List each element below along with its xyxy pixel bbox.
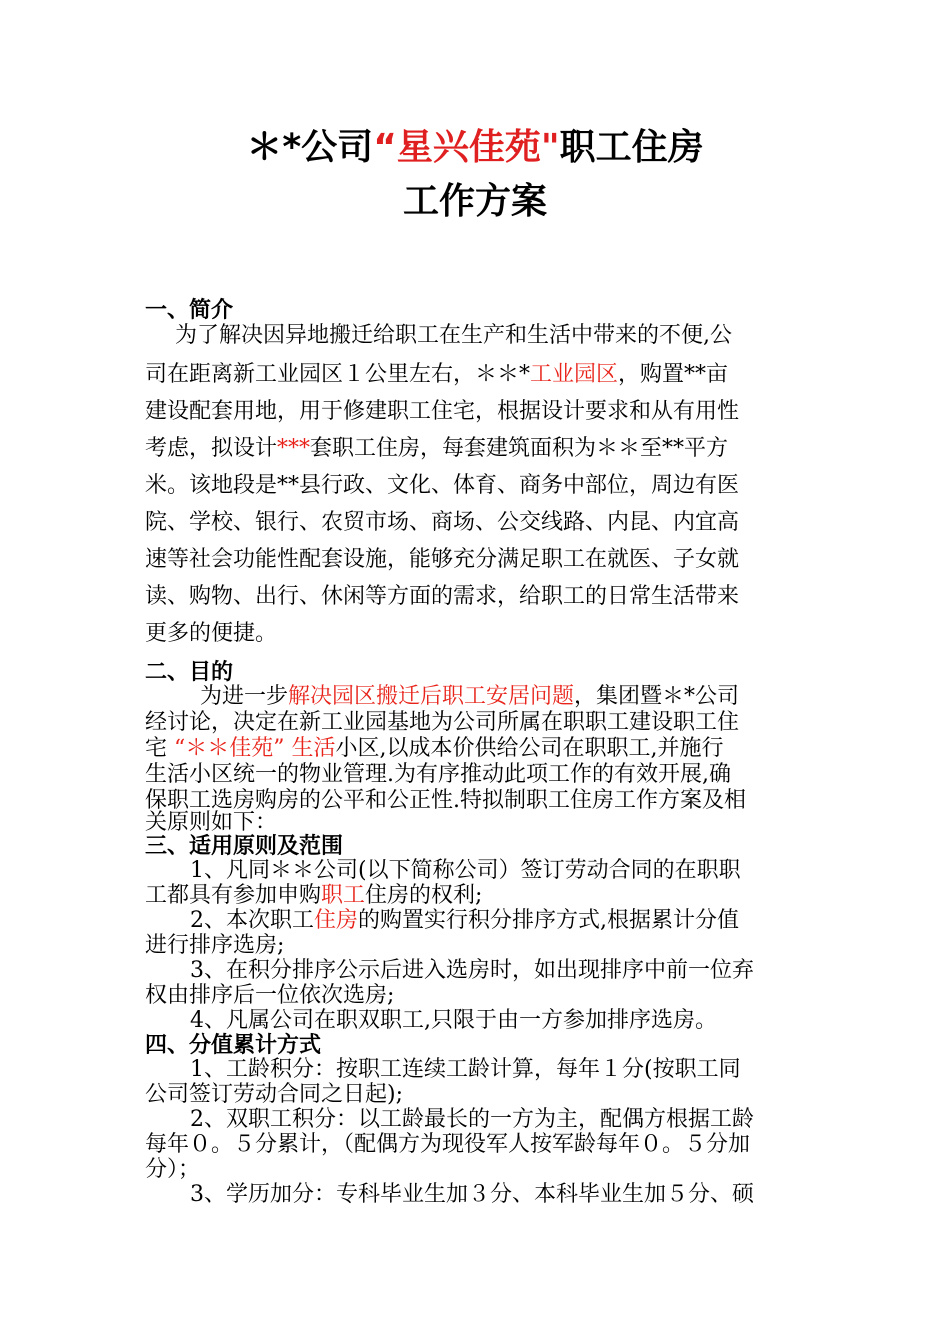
paragraph-line: 院、学校、银行、农贸市场、商场、公交线路、内昆、内宜高 <box>145 510 740 535</box>
paragraph-line: 2、本次职工住房的购置实行积分排序方式,根据累计分值 <box>190 908 740 933</box>
document-title-line1 <box>0 126 950 169</box>
paragraph-line: 关原则如下： <box>145 810 278 835</box>
paragraph-line: 权由排序后一位依次选房; <box>145 983 395 1008</box>
paragraph-line: 经讨论，决定在新工业园基地为公司所属在职职工建设职工住 <box>145 710 740 735</box>
paragraph-line: 4、凡属公司在职双职工,只限于由一方参加排序选房。 <box>190 1008 717 1033</box>
section-heading-scoring: 四、分值累计方式 <box>145 1033 322 1058</box>
paragraph-line: 公司签订劳动合同之日起); <box>145 1082 403 1107</box>
paragraph-line: 生活小区统一的物业管理.为有序推动此项工作的有效开展,确 <box>145 762 731 787</box>
section-heading-intro: 一、简介 <box>145 298 234 323</box>
paragraph-line: 宅 “＊＊佳苑” 生活小区,以成本价供给公司在职职工,并施行 <box>145 736 724 761</box>
highlight-text: 工业园区 <box>530 362 619 387</box>
title-project-name: “星兴佳苑" <box>373 127 560 168</box>
paragraph-line: 更多的便捷。 <box>145 621 278 646</box>
section-heading-scope: 三、适用原则及范围 <box>145 834 344 859</box>
paragraph-line: 每年０。５分累计，（配偶方为现役军人按军龄每年０。５分加 <box>145 1132 751 1157</box>
highlight-text: “＊＊佳苑” 生活 <box>174 736 336 761</box>
paragraph-line: 读、购物、出行、休闲等方面的需求，给职工的日常生活带来 <box>145 584 740 609</box>
paragraph-line: 3、在积分排序公示后进入选房时，如出现排序中前一位弃 <box>190 958 754 983</box>
paragraph-line: 进行排序选房; <box>145 933 285 958</box>
paragraph-line: 司在距离新工业园区１公里左右，＊＊*工业园区，购置**亩 <box>145 362 729 387</box>
paragraph-line: 1、工龄积分：按职工连续工龄计算，每年１分(按职工同 <box>190 1057 741 1082</box>
paragraph-line: 2、双职工积分：以工龄最长的一方为主，配偶方根据工龄 <box>190 1107 754 1132</box>
paragraph-line: 建设配套用地，用于修建职工住宅，根据设计要求和从有用性 <box>145 399 740 424</box>
paragraph-line: 为进一步解决园区搬迁后职工安居问题，集团暨＊*公司 <box>200 684 740 709</box>
title-suffix: 职工住房 <box>559 127 704 168</box>
paragraph-line: 速等社会功能性配套设施，能够充分满足职工在就医、子女就 <box>145 547 740 572</box>
document-title-line2: 工作方案 <box>402 181 547 222</box>
highlight-text: 住房 <box>314 908 359 933</box>
section-heading-purpose: 二、目的 <box>145 660 234 685</box>
paragraph-line: 3、学历加分：专科毕业生加３分、本科毕业生加５分、硕 <box>190 1182 754 1207</box>
highlight-text: *** <box>277 436 311 461</box>
paragraph-line: 考虑，拟设计***套职工住房，每套建筑面积为＊＊至**平方 <box>145 436 729 461</box>
paragraph-line: 为了解决因异地搬迁给职工在生产和生活中带来的不便,公 <box>175 323 732 348</box>
paragraph-line: 分）； <box>145 1157 201 1182</box>
highlight-text: 职工 <box>321 883 366 908</box>
paragraph-line: 工都具有参加申购职工住房的权利; <box>145 883 483 908</box>
paragraph-line: 米。该地段是**县行政、文化、体育、商务中部位，周边有医 <box>145 473 740 498</box>
paragraph-line: 保职工选房购房的公平和公正性.特拟制职工住房工作方案及相 <box>145 788 746 813</box>
paragraph-line: 1、凡同＊＊公司(以下简称公司）签订劳动合同的在职职 <box>190 858 741 883</box>
title-prefix: ＊*公司 <box>246 127 374 168</box>
highlight-text: 解决园区搬迁后职工安居问题 <box>288 684 575 709</box>
